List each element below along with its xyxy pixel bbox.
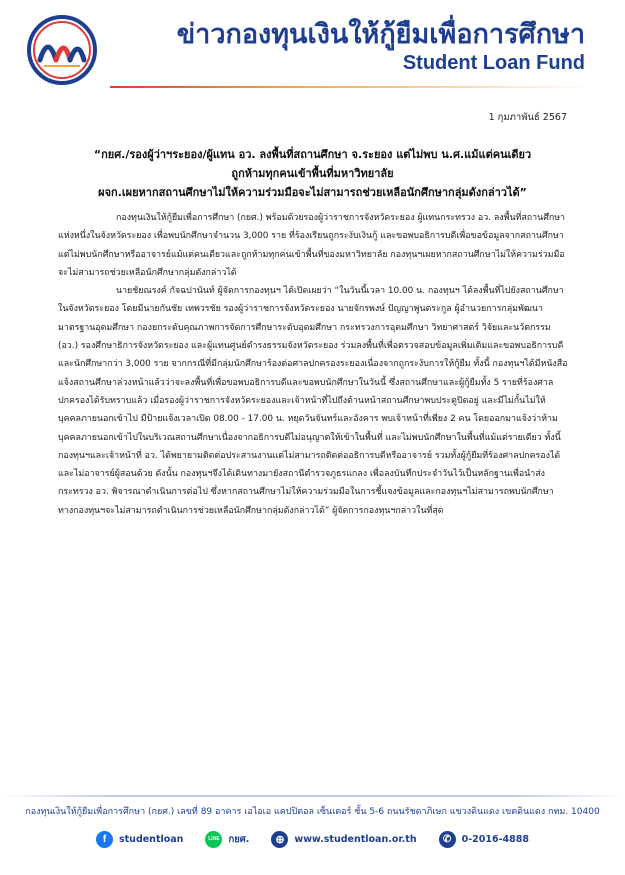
facebook-contact[interactable] <box>96 831 183 848</box>
publish-date: 1 กุมภาพันธ์ 2567 <box>488 112 567 123</box>
globe-icon: ⊕ <box>271 831 288 848</box>
website-contact[interactable] <box>271 831 416 848</box>
line-icon: LINE <box>205 831 222 848</box>
article-paragraph-2 <box>58 282 568 520</box>
headline-line-3: ผจก.เผยหากสถานศึกษาไม่ให้ความร่วมมือจะไม่สามารถช่วยเหลือนักศึกษากลุ่มดังกล่าวได้” <box>98 186 527 199</box>
article-paragraph-1 <box>58 209 568 282</box>
header-title-english: Student Loan Fund <box>402 52 585 74</box>
header-divider <box>110 86 590 88</box>
website-url: www.studentloan.or.th <box>294 833 417 845</box>
fund-logo-graphic <box>26 14 98 86</box>
page-header <box>0 0 625 92</box>
paragraph-1-text: กองทุนเงินให้กู้ยืมเพื่อการศึกษา (กยศ.) พร้อมด้วยรองผู้ว่าราชการจังหวัดระยอง ผู้แทนกระทรวง อว. ลงพื้นที่สถานศึกษาแห่งหนึ่งในจังหวัดระยอง เพื่อพบนักศึกษาจำนวน 3,000 ราย ที่ร้องเรียนถูกระงับเงินกู้ และขอพบอธิการบดีเพื่อขอข้อมูลจากสถานศึกษา แต่ไม่พบนักศึกษาหรืออาจารย์แม้แต่คนเดียวและถูกห้ามทุกคนเข้าพื้นที่ของมหาวิทยาลัย กองทุนฯเผยหากสถานศึกษาไม่ให้ความร่วมมือจะไม่สามารถช่วยเหลือนักศึกษากลุ่มดังกล่าวได้ <box>58 213 566 278</box>
footer-address: กองทุนเงินให้กู้ยืมเพื่อการศึกษา (กยศ.) เลขที่ 89 อาคาร เอไอเอ แคปปิตอล เซ็นเตอร์ ชั้น 5-6 ถนนรัชดาภิเษก แขวงดินแดง เขตดินแดง กทม. 10400 <box>25 807 600 817</box>
phone-number: 0-2016-4888 <box>461 833 529 845</box>
phone-contact[interactable] <box>439 831 529 848</box>
footer-divider <box>0 795 625 797</box>
phone-icon: ✆ <box>439 831 456 848</box>
news-headline <box>40 145 585 202</box>
facebook-icon: f <box>96 831 113 848</box>
header-title-thai: ข่าวกองทุนเงินให้กู้ยืมเพื่อการศึกษา <box>176 19 585 50</box>
paragraph-2-text: นายชัยณรงค์ กัจฉปานันท์ ผู้จัดการกองทุนฯ ได้เปิดเผยว่า “ในวันนี้เวลา 10.00 น. กองทุนฯ ได้ลงพื้นที่ไปยังสถานศึกษาในจังหวัดระยอง โดยมีนายกันชัย เทพวรชัย รองผู้ว่าราชการจังหวัดระยอง นายจักรพงษ์ ปัญญาพูนตระกูล ผู้อำนวยการกลุ่มพัฒนามาตรฐานอุดมศึกษา กองยกระดับคุณภาพการจัดการศึกษาระดับอุดมศึกษา กระทรวงการอุดมศึกษา วิทยาศาสตร์ วิจัยและนวัตกรรม (อว.) รองศึกษาธิการจังหวัดระยอง และผู้แทนศูนย์ดำรงธรรมจังหวัดระยอง ร่วมลงพื้นที่เพื่อตรวจสอบข้อมูลเพิ่มเติมและขอพบอธิการบดีและนักศึกษากว่า 3,000 ราย จากกรณีที่มีกลุ่มนักศึกษาร้องต่อศาลปกครองระยองเนื่องจากถูกระงับการให้กู้ยืม ทั้งนี้ กองทุนฯได้มีหนังสือแจ้งสถานศึกษาล่วงหน้าแล้วว่าจะลงพื้นที่เพื่อขอพบอธิการบดีและขอพบนักศึกษาในวันนี้ ซึ่งสถานศึกษาและผู้กู้ยืมทั้ง 5 รายที่ร้องศาลปกครองได้รับทราบแล้ว เมื่อรองผู้ว่าราชการจังหวัดระยองและเจ้าหน้าที่ไปถึงด้านหน้าสถานศึกษาพบประตูปิดอยู่ และมีไม่กั้นไม่ให้บุคคลภายนอกเข้าไป มีป้ายแจ้งเวลาเปิด 08.00 - 17.00 น. หยุดวันจันทร์และอังคาร พบเจ้าหน้าที่เพียง 2 คน โดยออกมาแจ้งว่าห้ามบุคคลภายนอกเข้าไปในบริเวณสถานศึกษาเนื่องจากอธิการบดีไม่อนุญาตให้เข้าในพื้นที่ และไม่พบนักศึกษาในพื้นที่แม้แต่รายเดียว ทั้งนี้ กองทุนฯและเจ้าหน้าที่ อว. ได้พยายามติดต่อประสานงานแต่ไม่สามารถติดต่ออธิการบดีหรืออาจารย์ รวมทั้งผู้กู้ยืมที่ร้องศาลปกครองได้ และไม่อาจารย์ผู้สอนด้วย ดังนั้น กองทุนฯจึงได้เดินทางมายังสถานีตำรวจภูธรแกลง เพื่อลงบันทึกประจำวันไว้เป็นหลักฐานเพื่อนำส่งกระทรวง อว. พิจารณาดำเนินการต่อไป ซึ่งหากสถานศึกษาไม่ให้ความร่วมมือในการชี้แจงข้อมูลและกองทุนฯไม่สามารถพบนักศึกษาทางกองทุนฯจะไม่สามารถดำเนินการช่วยเหลือนักศึกษากลุ่มดังกล่าวได้” ผู้จัดการกองทุนฯกล่าวในที่สุด <box>58 286 568 516</box>
article-body <box>58 209 568 520</box>
fund-logo <box>26 14 98 86</box>
facebook-handle: studentloan <box>118 833 184 845</box>
footer-contacts <box>0 828 625 850</box>
line-contact[interactable] <box>205 831 249 848</box>
headline-line-1: “กยศ./รองผู้ว่าฯระยอง/ผู้แทน อว. ลงพื้นที่สถานศึกษา จ.ระยอง แต่ไม่พบ น.ศ.แม้แต่คนเดียว <box>93 148 532 161</box>
headline-line-2: ถูกห้ามทุกคนเข้าพื้นที่มหาวิทยาลัย <box>231 167 394 180</box>
line-handle: กยศ. <box>228 833 250 845</box>
